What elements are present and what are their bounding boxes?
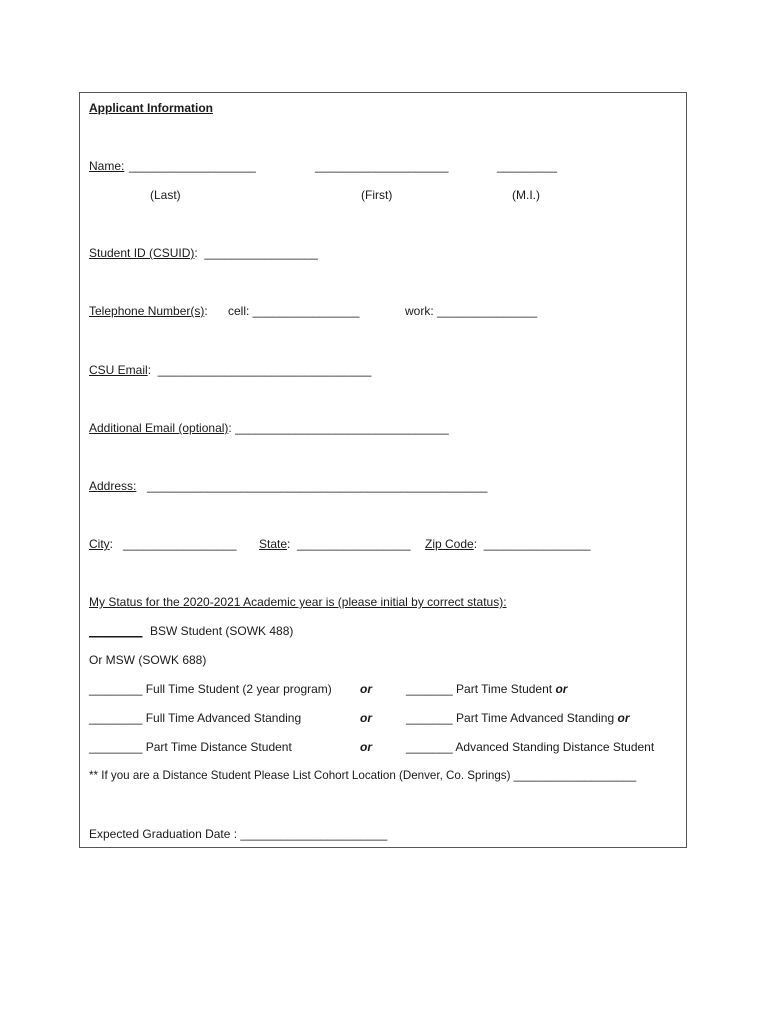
- name-mi-field[interactable]: _________: [497, 159, 558, 173]
- name-last-caption: (Last): [150, 188, 181, 202]
- full-time-advanced-option[interactable]: ________ Full Time Advanced Standing: [89, 711, 302, 725]
- telephone-work-field[interactable]: work: _______________: [405, 304, 538, 318]
- or-word: or: [360, 682, 372, 696]
- student-id-label: Student ID (CSUID): [89, 246, 195, 260]
- city-row: [89, 537, 237, 551]
- telephone-cell-field[interactable]: cell: ________________: [228, 304, 360, 318]
- full-time-student-option[interactable]: ________ Full Time Student (2 year program): [89, 682, 332, 696]
- or-word: or: [360, 740, 372, 754]
- csu-email-row: [89, 363, 371, 377]
- zip-colon: :: [473, 537, 478, 551]
- or-word: or: [555, 682, 568, 696]
- section-title: Applicant Information: [89, 101, 213, 115]
- part-time-student-row: [406, 682, 567, 696]
- name-last-field[interactable]: ___________________: [129, 159, 256, 173]
- zip-row: [425, 537, 591, 551]
- name-first-caption: (First): [361, 188, 393, 202]
- csu-email-field[interactable]: ________________________________: [157, 363, 372, 377]
- or-word: or: [617, 711, 630, 725]
- address-label: Address:: [89, 479, 137, 493]
- additional-email-field[interactable]: ________________________________: [235, 421, 449, 435]
- part-time-advanced-row: [406, 711, 630, 725]
- additional-email-colon: :: [228, 421, 232, 435]
- csu-email-label: CSU Email: [89, 363, 148, 377]
- telephone-label: Telephone Number(s): [89, 304, 205, 318]
- student-id-row: [89, 246, 318, 260]
- name-first-field[interactable]: ____________________: [315, 159, 449, 173]
- city-label: City: [89, 537, 110, 551]
- bsw-initial-field[interactable]: ________: [89, 624, 143, 638]
- name-label: Name:: [89, 159, 125, 173]
- student-id-colon: :: [194, 246, 198, 260]
- state-label: State: [259, 537, 288, 551]
- state-row: [259, 537, 411, 551]
- part-time-student-option[interactable]: _______ Part Time Student: [406, 682, 553, 696]
- state-colon: :: [287, 537, 291, 551]
- or-word: or: [360, 711, 372, 725]
- csu-email-colon: :: [147, 363, 152, 377]
- applicant-form-box: [79, 92, 687, 848]
- bsw-label: BSW Student (SOWK 488): [150, 624, 294, 638]
- graduation-date-field[interactable]: Expected Graduation Date : ______________________: [89, 827, 388, 841]
- city-colon: :: [109, 537, 114, 551]
- telephone-row: [89, 304, 208, 318]
- part-time-distance-option[interactable]: ________ Part Time Distance Student: [89, 740, 292, 754]
- telephone-colon: :: [204, 304, 208, 318]
- part-time-advanced-option[interactable]: _______ Part Time Advanced Standing: [406, 711, 615, 725]
- distance-cohort-field[interactable]: ** If you are a Distance Student Please List Cohort Location (Denver, Co. Springs) ___________________: [89, 769, 637, 782]
- address-field[interactable]: ___________________________________________________: [147, 479, 488, 493]
- status-heading: My Status for the 2020-2021 Academic year is (please initial by correct status):: [89, 595, 507, 609]
- zip-field[interactable]: ________________: [483, 537, 591, 551]
- zip-label: Zip Code: [425, 537, 474, 551]
- advanced-distance-option[interactable]: _______ Advanced Standing Distance Student: [406, 740, 655, 754]
- student-id-field[interactable]: _________________: [204, 246, 318, 260]
- msw-label: Or MSW (SOWK 688): [89, 653, 207, 667]
- state-field[interactable]: _________________: [297, 537, 411, 551]
- name-mi-caption: (M.I.): [512, 188, 540, 202]
- city-field[interactable]: _________________: [123, 537, 237, 551]
- additional-email-label: Additional Email (optional): [89, 421, 229, 435]
- additional-email-row: [89, 421, 449, 435]
